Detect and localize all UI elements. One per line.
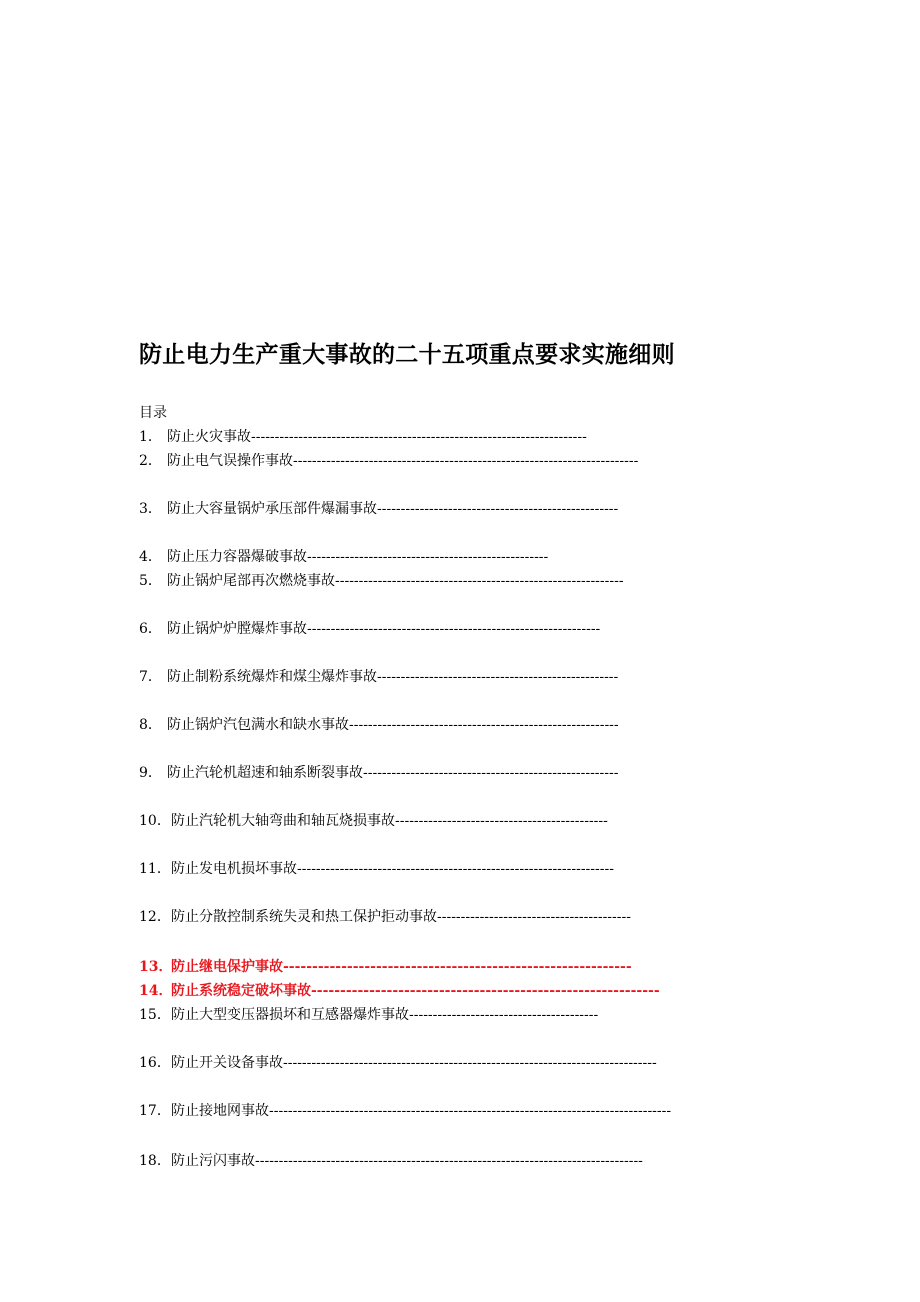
toc-entry-text: 防止压力容器爆破事故: [167, 549, 307, 565]
toc-entry-number: 9．: [139, 765, 162, 781]
toc-entry-text: 防止大容量锅炉承压部件爆漏事故: [167, 501, 377, 517]
toc-entry-16[interactable]: [139, 1054, 657, 1072]
toc-entry-leader: ---------------------------------------------------: [307, 549, 549, 565]
toc-entry-18[interactable]: [139, 1152, 643, 1170]
toc-entry-number: 1．: [139, 429, 162, 445]
toc-entry-17[interactable]: [139, 1102, 671, 1120]
toc-entry-1[interactable]: [139, 428, 587, 446]
toc-entry-leader: -------------------------------------------------------------------------------------: [269, 1103, 672, 1119]
toc-entry-leader: ------------------------------------------------------------: [311, 983, 660, 999]
toc-entry-number: 7．: [139, 669, 162, 685]
toc-entry-leader: ---------------------------------------------------------: [349, 717, 619, 733]
toc-entry-leader: --------------------------------------------------------------: [307, 621, 601, 637]
toc-entry-3[interactable]: [139, 500, 618, 518]
toc-entry-number: 6．: [139, 621, 162, 637]
toc-entry-text: 防止分散控制系统失灵和热工保护拒动事故: [171, 909, 437, 925]
toc-entry-number: 17．: [139, 1103, 171, 1119]
toc-entry-number: 14．: [139, 983, 173, 999]
toc-entry-leader: -------------------------------------------------------------------: [297, 861, 614, 877]
toc-entry-text: 防止汽轮机超速和轴系断裂事故: [167, 765, 363, 781]
toc-entry-number: 18．: [139, 1153, 171, 1169]
toc-entry-text: 防止锅炉汽包满水和缺水事故: [167, 717, 349, 733]
toc-entry-text: 防止电气误操作事故: [167, 453, 293, 469]
document-title: 防止电力生产重大事故的二十五项重点要求实施细则: [139, 342, 675, 368]
toc-entry-text: 防止制粉系统爆炸和煤尘爆炸事故: [167, 669, 377, 685]
toc-entry-text: 防止继电保护事故: [171, 959, 283, 975]
toc-entry-number: 13．: [139, 959, 173, 975]
toc-entry-10[interactable]: [139, 812, 608, 830]
toc-entry-2[interactable]: [139, 452, 638, 470]
toc-entry-number: 11．: [139, 861, 171, 877]
toc-entry-number: 15．: [139, 1007, 171, 1023]
toc-entry-11[interactable]: [139, 860, 614, 878]
toc-entry-leader: -----------------------------------------: [437, 909, 631, 925]
toc-entry-number: 3．: [139, 501, 162, 517]
toc-entry-4[interactable]: [139, 548, 548, 566]
toc-entry-text: 防止系统稳定破坏事故: [171, 983, 311, 999]
toc-entry-text: 防止锅炉尾部再次燃烧事故: [167, 573, 335, 589]
toc-entry-text: 防止大型变压器损坏和互感器爆炸事故: [171, 1007, 409, 1023]
toc-entry-7[interactable]: [139, 668, 618, 686]
toc-entry-text: 防止火灾事故: [167, 429, 251, 445]
toc-entry-leader: ------------------------------------------------------------: [283, 959, 632, 975]
toc-entry-leader: -------------------------------------------------------------------------------: [283, 1055, 657, 1071]
toc-entry-number: 5．: [139, 573, 162, 589]
toc-entry-5[interactable]: [139, 572, 624, 590]
toc-entry-number: 8．: [139, 717, 162, 733]
toc-entry-leader: ----------------------------------------: [409, 1007, 599, 1023]
toc-entry-number: 12．: [139, 909, 171, 925]
toc-entry-text: 防止接地网事故: [171, 1103, 269, 1119]
toc-entry-text: 防止汽轮机大轴弯曲和轴瓦烧损事故: [171, 813, 395, 829]
toc-entry-leader: -----------------------------------------------------------------------: [251, 429, 587, 445]
toc-entry-12[interactable]: [139, 908, 631, 926]
toc-entry-text: 防止开关设备事故: [171, 1055, 283, 1071]
toc-entry-15[interactable]: [139, 1006, 598, 1024]
toc-entry-number: 2．: [139, 453, 162, 469]
toc-entry-9[interactable]: [139, 764, 618, 782]
toc-entry-text: 防止发电机损坏事故: [171, 861, 297, 877]
toc-entry-number: 4．: [139, 549, 162, 565]
toc-entry-leader: -------------------------------------------------------------: [335, 573, 624, 589]
toc-heading: 目录: [139, 405, 167, 421]
toc-entry-leader: ---------------------------------------------: [395, 813, 608, 829]
toc-entry-13-highlighted[interactable]: [139, 958, 632, 976]
toc-entry-8[interactable]: [139, 716, 619, 734]
toc-entry-text: 防止锅炉炉膛爆炸事故: [167, 621, 307, 637]
toc-entry-leader: ------------------------------------------------------: [363, 765, 619, 781]
toc-entry-number: 16．: [139, 1055, 171, 1071]
toc-entry-text: 防止污闪事故: [171, 1153, 255, 1169]
toc-entry-leader: ---------------------------------------------------: [377, 501, 619, 517]
toc-entry-leader: ---------------------------------------------------: [377, 669, 619, 685]
toc-entry-14-highlighted[interactable]: [139, 982, 660, 1000]
toc-entry-number: 10．: [139, 813, 171, 829]
toc-entry-leader: ----------------------------------------------------------------------------------: [255, 1153, 643, 1169]
toc-entry-leader: -------------------------------------------------------------------------: [293, 453, 639, 469]
toc-entry-6[interactable]: [139, 620, 600, 638]
